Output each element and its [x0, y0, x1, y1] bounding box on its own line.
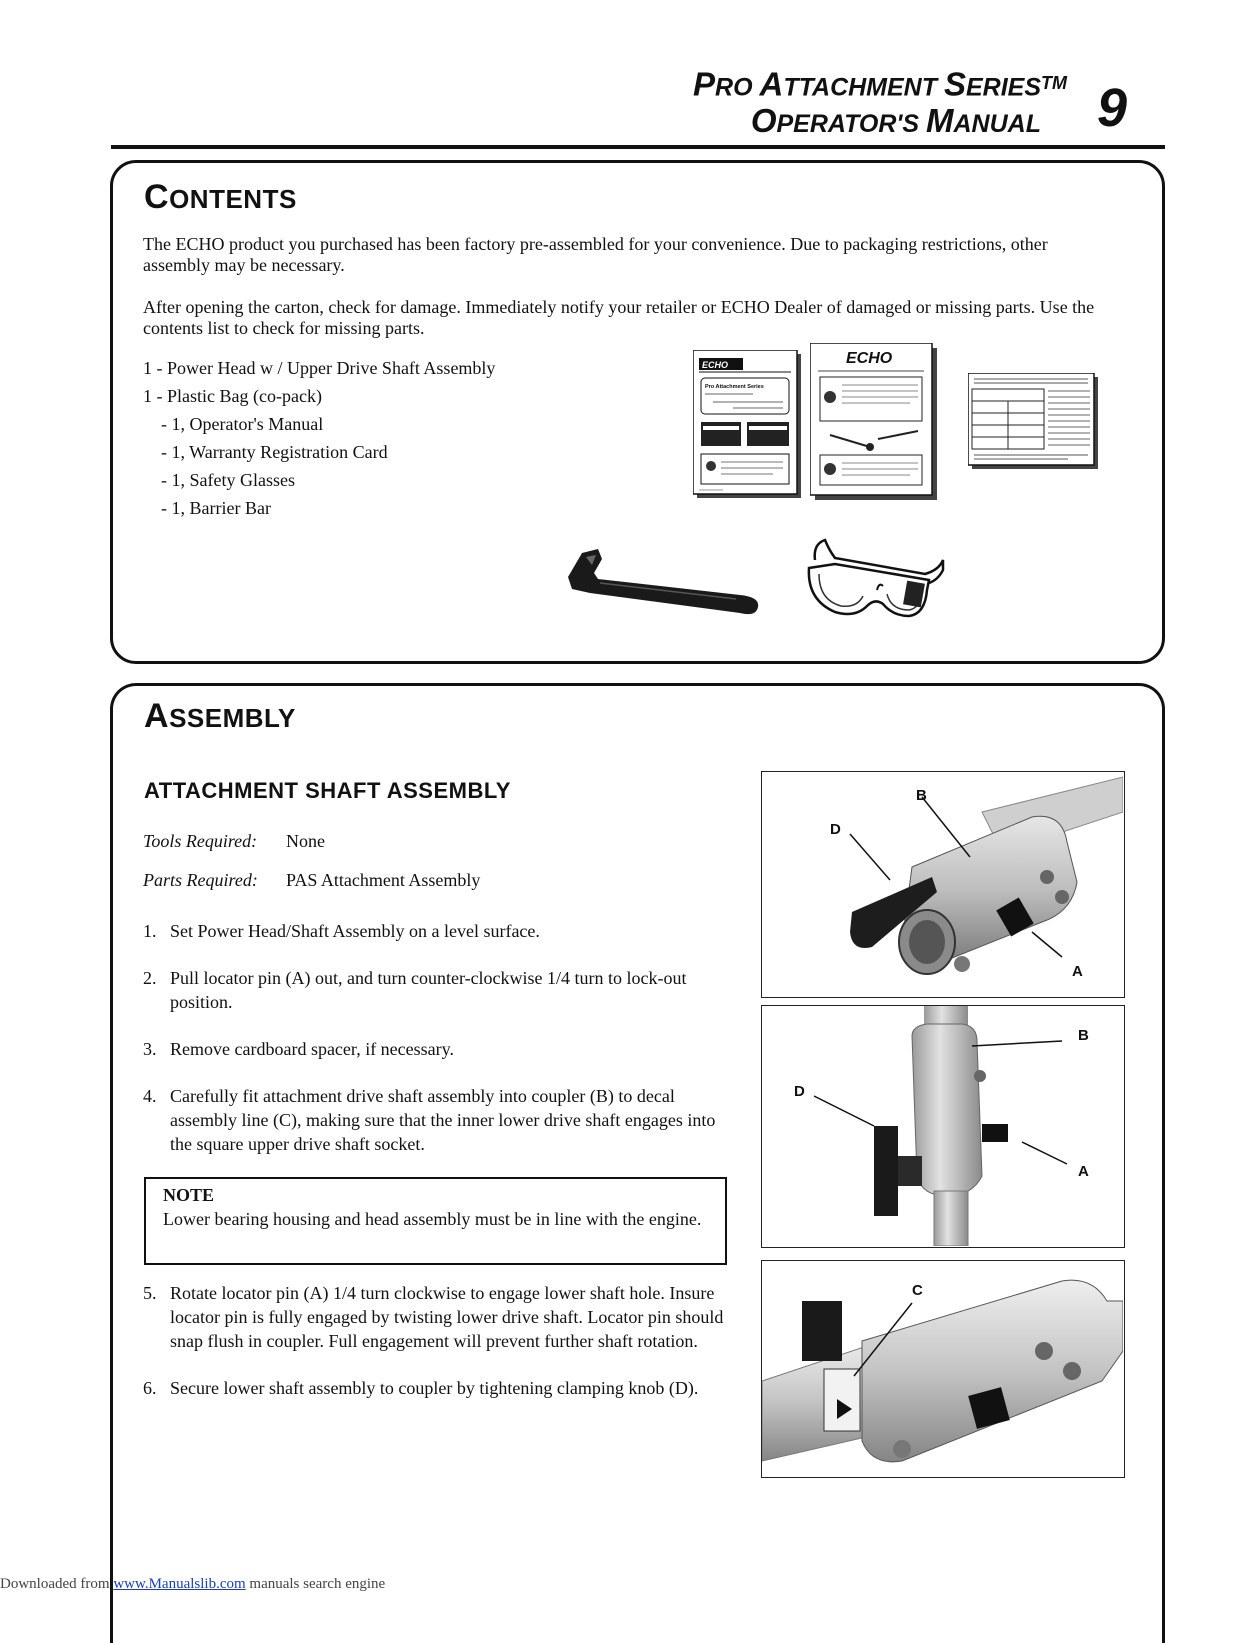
contents-list: [143, 354, 495, 522]
list-item: - 1, Operator's Manual: [161, 414, 324, 434]
manualslib-link[interactable]: www.Manualslib.com: [113, 1576, 246, 1592]
callout-label: D: [794, 1083, 805, 1100]
manual-title: [693, 65, 1067, 143]
manual-cover-title: Pro Attachment Series: [705, 384, 764, 390]
manual-title-line1: PRO ATTACHMENT SERIES™: [693, 65, 1067, 103]
contents-intro-paragraph: The ECHO product you purchased has been factory pre-assembled for your convenience. Due to packaging restrictions, other assembly may be necessary.: [143, 234, 1048, 275]
callout-label: C: [912, 1282, 923, 1299]
coupler-photo-3: [761, 1260, 1125, 1478]
coupler-photo-1: [761, 771, 1125, 998]
list-item: - 1, Safety Glasses: [161, 470, 295, 490]
warranty-card-image: [968, 373, 1100, 473]
coupler-photo-2: [761, 1005, 1125, 1248]
parts-required: Parts Required: PAS Attachment Assembly: [143, 870, 481, 890]
manual-title-line2: OPERATOR'S MANUAL: [750, 102, 1041, 140]
callout-label: D: [830, 821, 841, 838]
list-item: - 1, Warranty Registration Card: [161, 442, 388, 462]
assembly-step: 3. Remove cardboard spacer, if necessary.: [143, 1039, 454, 1059]
assembly-step: 1. Set Power Head/Shaft Assembly on a level surface.: [143, 921, 540, 941]
note-text: Lower bearing housing and head assembly must be in line with the engine.: [163, 1209, 702, 1229]
operators-manual-image: [693, 350, 803, 500]
note-heading: NOTE: [163, 1185, 215, 1205]
assembly-step: 2. Pull locator pin (A) out, and turn counter-clockwise 1/4 turn to lock-out position.: [143, 968, 687, 1012]
assembly-step: 5. Rotate locator pin (A) 1/4 turn clockwise to engage lower shaft hole. Insure locator pin is fully engaged by twisting lower drive shaft. Locator pin should snap flush in coupler. Full engagement will prevent further shaft rotation.: [143, 1283, 724, 1351]
assembly-heading: ASSEMBLY: [144, 697, 296, 735]
list-item: - 1, Barrier Bar: [161, 498, 271, 518]
assembly-step: 6. Secure lower shaft assembly to coupler by tightening clamping knob (D).: [143, 1378, 699, 1398]
safety-glasses-image: [805, 530, 945, 630]
contents-heading: CONTENTS: [144, 178, 297, 216]
note-box: [144, 1177, 727, 1265]
assembly-step: 4. Carefully fit attachment drive shaft assembly into coupler (B) to decal assembly line (C), making sure that the inner lower drive shaft engages into the square upper drive shaft socket.: [143, 1086, 716, 1154]
callout-label: A: [1078, 1163, 1089, 1180]
page-number: 9: [1096, 78, 1127, 138]
tools-required: Tools Required: None: [143, 831, 325, 851]
attachment-shaft-assembly-heading: ATTACHMENT SHAFT ASSEMBLY: [144, 778, 511, 803]
list-item: 1 - Plastic Bag (co-pack): [143, 386, 322, 406]
download-footer: Downloaded from www.Manualslib.com manuals search engine: [0, 1576, 386, 1592]
callout-label: B: [1078, 1027, 1089, 1044]
contents-check-paragraph: After opening the carton, check for damage. Immediately notify your retailer or ECHO Dealer of damaged or missing parts. Use the contents list to check for missing parts.: [143, 297, 1095, 338]
safety-manual-image: [810, 343, 940, 503]
assembly-steps-continued: [143, 1281, 733, 1423]
header-rule: [111, 145, 1165, 149]
assembly-steps: [143, 919, 733, 1179]
callout-label: B: [916, 787, 927, 804]
manual-cover-brand: ECHO: [702, 360, 729, 370]
callout-label: A: [1072, 963, 1083, 980]
barrier-bar-image: [560, 545, 770, 620]
safety-manual-brand: ECHO: [846, 350, 893, 367]
list-item: 1 - Power Head w / Upper Drive Shaft Assembly: [143, 358, 496, 378]
